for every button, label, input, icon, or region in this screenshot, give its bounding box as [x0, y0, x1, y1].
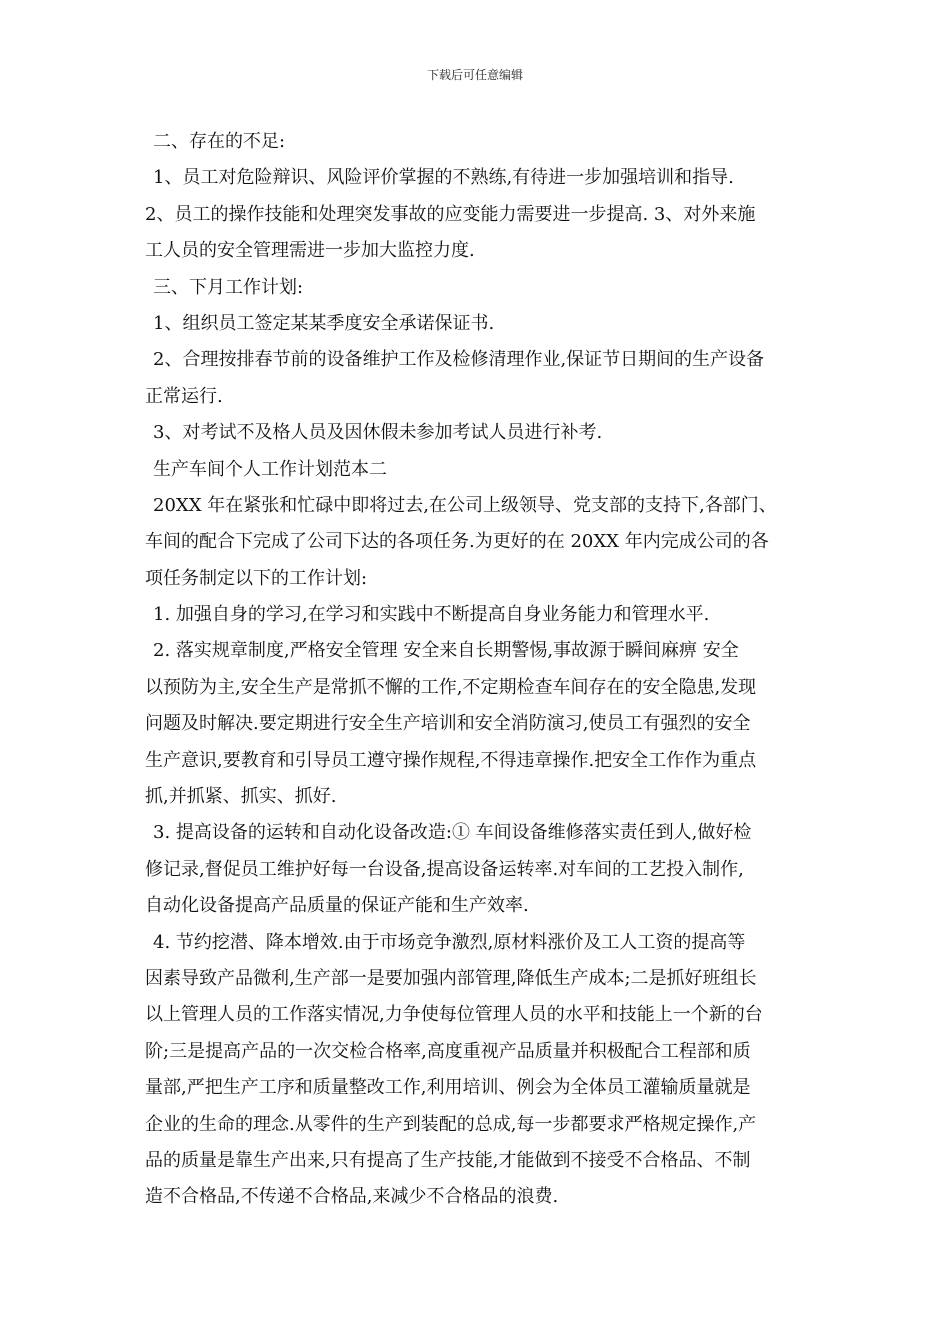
text-line: 生产意识,要教育和引导员工遵守操作规程,不得违章操作.把安全工作作为重点	[145, 749, 757, 771]
text-line: 修记录,督促员工维护好每一台设备,提高设备运转率.对车间的工艺投入制作,	[145, 858, 744, 880]
document-body	[145, 124, 810, 1216]
text-line: 造不合格品,不传递不合格品,来减少不合格品的浪费.	[145, 1186, 559, 1208]
text-line: 以上管理人员的工作落实情况,力争使每位管理人员的水平和技能上一个新的台	[145, 1004, 763, 1026]
page-header: 下载后可任意编辑	[426, 68, 523, 82]
section-heading: 二、存在的不足:	[153, 131, 286, 152]
text-line: 抓,并抓紧、抓实、抓好.	[145, 786, 337, 808]
text-line: 车间的配合下完成了公司下达的各项任务.为更好的在 20XX 年内完成公司的各	[145, 531, 769, 553]
text-line: 项任务制定以下的工作计划:	[145, 567, 368, 589]
text-line: 1、组织员工签定某某季度安全承诺保证书.	[153, 312, 495, 334]
text-line: 3. 提高设备的运转和自动化设备改造:① 车间设备维修落实责任到人,做好检	[153, 822, 752, 844]
text-line: 1、员工对危险辩识、风险评价掌握的不熟练,有待进一步加强培训和指导.	[153, 167, 734, 189]
text-line: 品的质量是靠生产出来,只有提高了生产技能,才能做到不接受不合格品、不制	[145, 1149, 751, 1171]
text-line: 2、员工的操作技能和处理突发事故的应变能力需要进一步提高. 3、对外来施	[145, 203, 756, 225]
text-line: 因素导致产品微利,生产部一是要加强内部管理,降低生产成本;二是抓好班组长	[145, 967, 757, 989]
text-line: 阶;三是提高产品的一次交检合格率,高度重视产品质量并积极配合工程部和质	[145, 1040, 751, 1062]
text-line: 2. 落实规章制度,严格安全管理 安全来自长期警惕,事故源于瞬间麻痹 安全	[153, 640, 739, 662]
text-line: 工人员的安全管理需进一步加大监控力度.	[145, 240, 475, 262]
text-line: 企业的生命的理念.从零件的生产到装配的总成,每一步都要求严格规定操作,产	[145, 1113, 757, 1135]
text-line: 1. 加强自身的学习,在学习和实践中不断提高自身业务能力和管理水平.	[153, 604, 710, 626]
text-line: 3、对考试不及格人员及因休假未参加考试人员进行补考.	[153, 422, 603, 444]
text-line: 以预防为主,安全生产是常抓不懈的工作,不定期检查车间存在的安全隐患,发现	[145, 676, 757, 698]
text-line: 4. 节约挖潜、降本增效.由于市场竞争激烈,原材料涨价及工人工资的提高等	[153, 931, 746, 953]
text-line: 自动化设备提高产品质量的保证产能和生产效率.	[145, 895, 529, 917]
text-line: 20XX 年在紧张和忙碌中即将过去,在公司上级领导、党支部的支持下,各部门、	[153, 494, 777, 516]
section-heading: 三、下月工作计划:	[153, 276, 304, 298]
section-heading: 生产车间个人工作计划范本二	[153, 458, 387, 480]
text-line: 量部,严把生产工序和质量整改工作,利用培训、例会为全体员工灌输质量就是	[145, 1077, 751, 1099]
text-line: 2、合理按排春节前的设备维护工作及检修清理作业,保证节日期间的生产设备	[153, 349, 765, 371]
text-line: 问题及时解决.要定期进行安全生产培训和安全消防演习,使员工有强烈的安全	[145, 713, 751, 735]
text-line: 正常运行.	[145, 385, 223, 407]
